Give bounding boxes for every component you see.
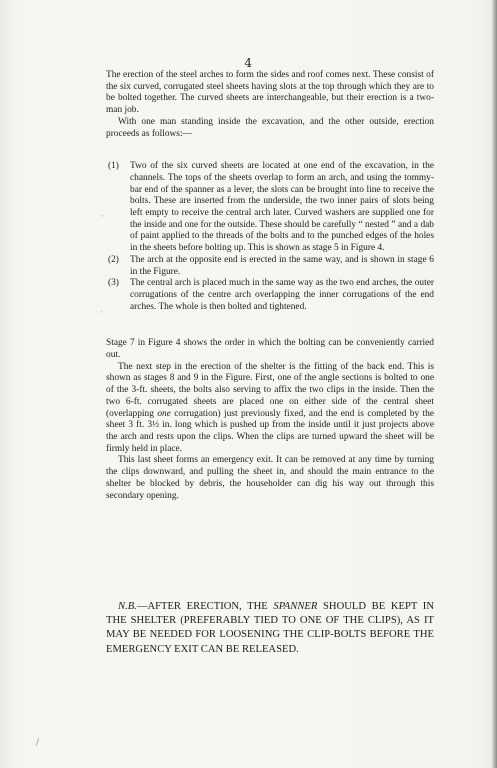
list-item — [106, 278, 434, 313]
step-number: (2) — [108, 254, 119, 265]
margin-speck: / — [36, 738, 40, 748]
back-end-text-2: corrugation) just previously fixed, and the end is completed by the sheet 3 ft. 3½ in. long which is pushed up from the inside until it just projects above the arch and rests upon the clips. When the clips are turned upward the sheet will be firmly held in place. — [106, 408, 435, 454]
margin-speck: · — [101, 212, 104, 222]
spacer — [106, 313, 434, 338]
nb-note — [106, 600, 434, 658]
stage-7-paragraph: Stage 7 in Figure 4 shows the order in which the bolting can be conveniently carried out. — [106, 338, 434, 361]
intro-paragraph-1: The erection of the steel arches to form the sides and roof comes next. These consist of the six curved, corrugated steel sheets having slots at the top through which they are to be bolted together. The curved sheets are interchangeable, but their erection is a two-man job. — [106, 70, 434, 116]
step-text: The central arch is placed much in the same way as the two end arches, the outer corrugations of the centre arch overlapping the inner corrugations of the end arches. The whole is then bolted and tightened. — [130, 278, 434, 312]
nb-spanner: SPANNER — [273, 600, 318, 612]
step-number: (1) — [108, 161, 119, 172]
body-text — [106, 70, 434, 502]
margin-speck: · — [100, 308, 103, 318]
step-text: The arch at the opposite end is erected in the same way, and is shown in stage 6 in the Figure. — [130, 254, 434, 277]
intro-paragraph-2: With one man standing inside the excavation, and the other outside, erection proceeds as follows:— — [106, 116, 434, 139]
nb-label: N.B. — [118, 600, 137, 612]
emphasis-one: one — [157, 408, 171, 419]
nb-rest: SHOULD BE KEPT IN THE SHELTER (PREFERABLY TIED TO ONE OF THE CLIPS), AS IT MAY BE NEEDED FOR LOOSENING THE CLIP-BOLTS BEFORE THE EMERGENCY EXIT CAN BE RELEASED. — [106, 600, 434, 655]
emergency-exit-paragraph: This last sheet forms an emergency exit. It can be removed at any time by turning the clips downward, and pulling the sheet in, and should the main entrance to the shelter be blocked by debris, the householder can dig his way out through this secondary opening. — [106, 455, 434, 501]
page-number: 4 — [244, 56, 253, 70]
nb-text: —AFTER ERECTION, THE — [136, 600, 274, 612]
back-end-text-1: The next step in the erection of the shelter is the fitting of the back end. This is shown as stages 8 and 9 in the Figure. First, one of the angle sections is bolted to one of the 3-ft. sheets, the bolts also serving to affix the two clips in the inside. Then the two 6-ft. corrugated sheets are placed one on either side of the central sheet (overlapping — [106, 361, 434, 419]
step-text: Two of the six curved sheets are located at one end of the excavation, in the channels. The tops of the sheets overlap to form an arch, and using the tommy-bar end of the spanner as a lever, the slots can be brought into line to receive the bolts. These are inserted from the underside, the two inner pairs of slots being left empty to receive the central arch later. Curved washers are supplied one for the inside and one for the outside. These should be carefully “ nested ” and a dab of paint applied to the threads of the bolts and to the punched edges of the holes in the sheets before bolting up. This is shown as stage 5 in Figure 4. — [130, 161, 434, 254]
list-item — [106, 161, 434, 255]
step-number: (3) — [108, 278, 119, 289]
back-end-paragraph — [106, 362, 434, 456]
erection-steps-list — [106, 161, 434, 313]
page-edge-shadow — [492, 0, 497, 768]
list-item — [106, 255, 434, 278]
